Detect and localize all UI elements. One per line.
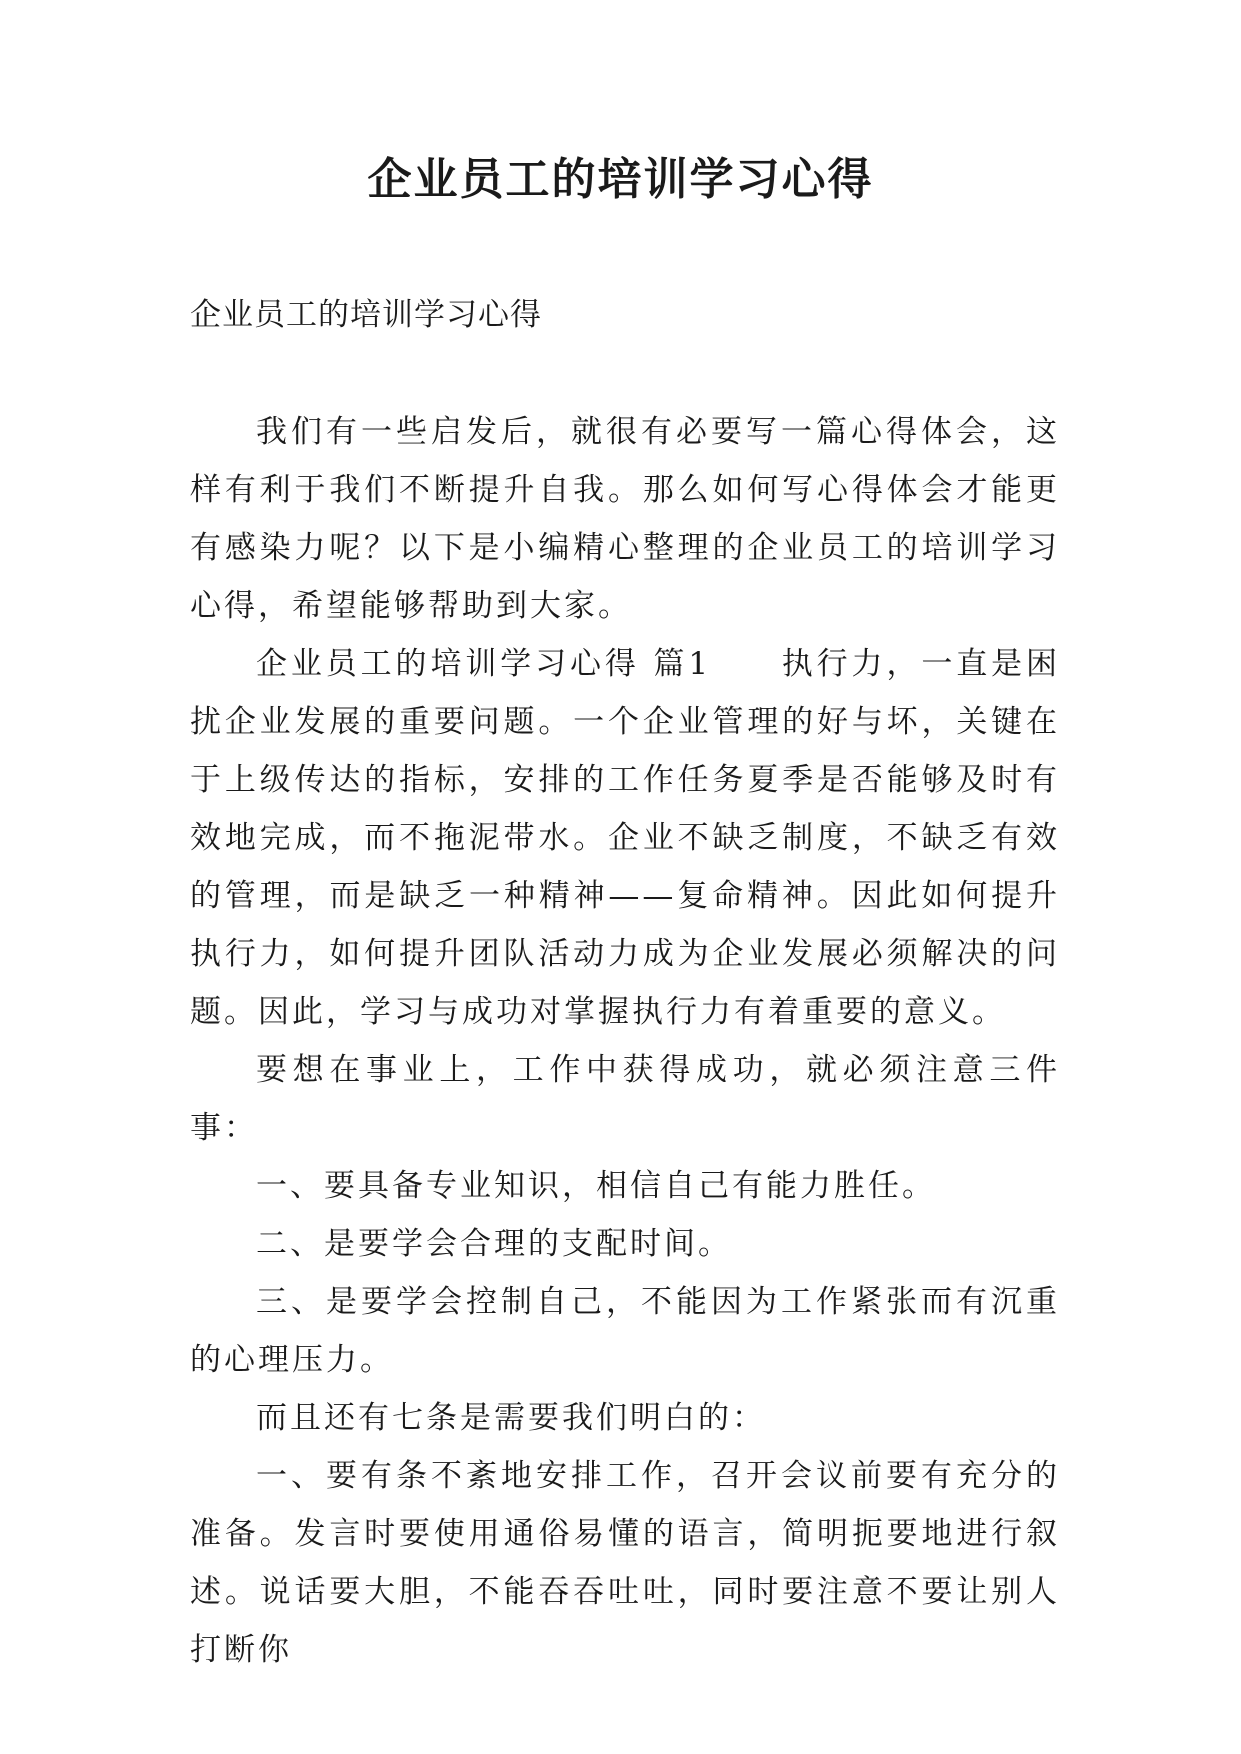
paragraph-item-2: 二、是要学会合理的支配时间。 xyxy=(256,1226,732,1262)
paragraph-seven-points: 而且还有七条是需要我们明白的： xyxy=(256,1400,766,1436)
paragraph-point-1: 一、要有条不紊地安排工作，召开会议前要有充分的准备。发言时要使用通俗易懂的语言，简明扼要地进行叙述。说话要大胆，不能吞吞吐吐，同时要注意不要让别人打断你 xyxy=(190,1458,1060,1668)
paragraph-three-things: 要想在事业上，工作中获得成功，就必须注意三件事： xyxy=(190,1052,1060,1146)
paragraph-intro: 我们有一些启发后，就很有必要写一篇心得体会，这样有利于我们不断提升自我。那么如何写心得体会才能更有感染力呢？以下是小编精心整理的企业员工的培训学习心得，希望能够帮助到大家。 xyxy=(190,414,1060,624)
document-subtitle: 企业员工的培训学习心得 xyxy=(190,297,542,333)
document-title: 企业员工的培训学习心得 xyxy=(367,154,874,205)
document-body xyxy=(190,286,1060,1679)
paragraph-item-3: 三、是要学会控制自己，不能因为工作紧张而有沉重的心理压力。 xyxy=(190,1284,1060,1378)
paragraph-part1: 企业员工的培训学习心得 篇1 执行力，一直是困扰企业发展的重要问题。一个企业管理的好与坏，关键在于上级传达的指标，安排的工作任务夏季是否能够及时有效地完成，而不拖泥带水。企业不缺乏制度，不缺乏有效的管理，而是缺乏一种精神——复命精神。因此如何提升执行力，如何提升团队活动力成为企业发展必须解决的问题。因此，学习与成功对掌握执行力有着重要的意义。 xyxy=(190,646,1060,1030)
paragraph-item-1: 一、要具备专业知识，相信自己有能力胜任。 xyxy=(256,1168,936,1204)
